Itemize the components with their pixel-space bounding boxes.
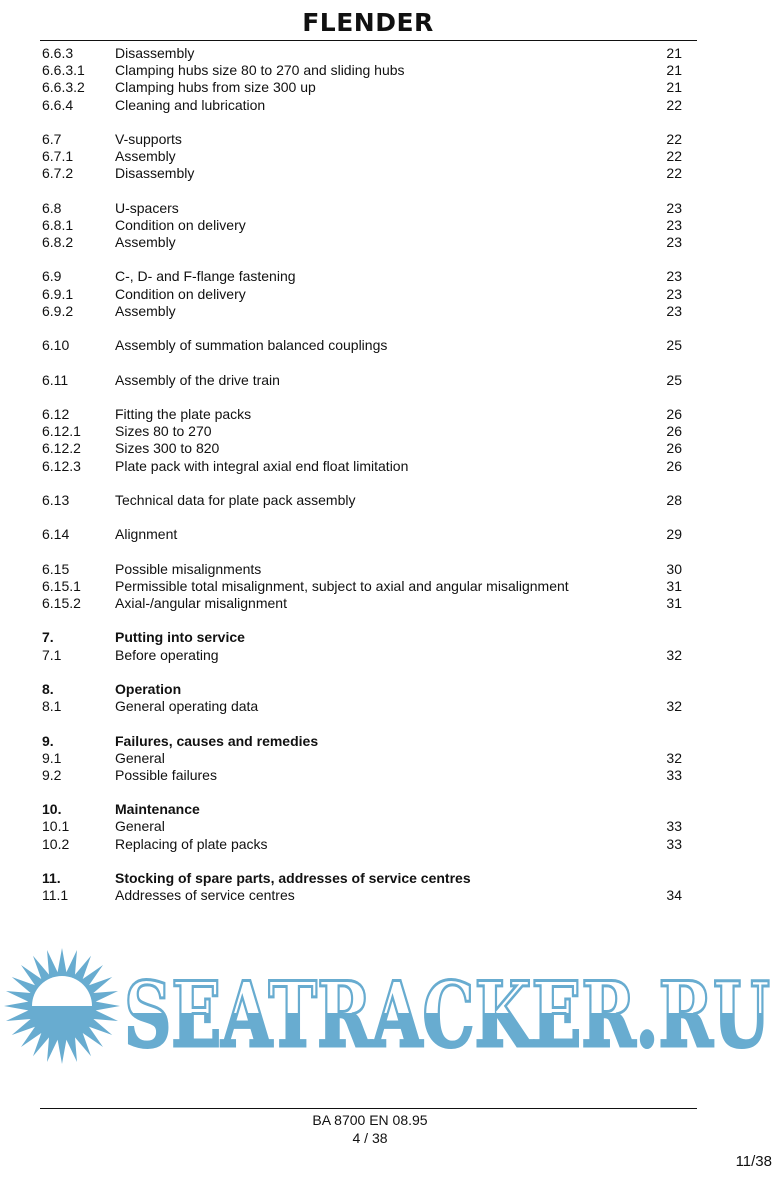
sheet-counter: 11/38: [735, 1153, 772, 1170]
toc-number: 6.11: [42, 371, 69, 388]
toc-page: 33: [666, 766, 682, 783]
group-gap: [42, 509, 682, 526]
group-gap: [42, 543, 682, 560]
toc-number: 8.1: [42, 698, 62, 715]
toc-title: Assembly: [115, 148, 176, 165]
toc-entry: [42, 372, 682, 389]
group-gap: [42, 715, 682, 732]
toc-number: 11.1: [42, 887, 69, 904]
toc-number: 6.7: [42, 130, 62, 147]
toc-page: 22: [666, 148, 682, 165]
toc-title: Addresses of service centres: [115, 887, 295, 904]
toc-title: Disassembly: [115, 45, 195, 61]
toc-entry: [42, 286, 682, 303]
toc-entry: [42, 200, 682, 217]
toc-chapter-heading: [42, 801, 682, 818]
toc-title: General operating data: [115, 698, 259, 715]
toc-chapter-heading: [42, 733, 682, 750]
toc-entry: [42, 698, 682, 715]
toc-number: 6.12.2: [42, 440, 81, 457]
toc-number: 6.7.2: [42, 165, 74, 182]
toc-page: 25: [666, 337, 682, 354]
toc-page: 26: [666, 405, 682, 422]
group-gap: [42, 183, 682, 200]
toc-number: 6.12.3: [42, 457, 81, 474]
toc-chapter-heading: [42, 870, 682, 887]
toc-title: Cleaning and lubrication: [115, 96, 266, 113]
toc-entry: [42, 578, 682, 595]
toc-page: 30: [666, 560, 682, 577]
toc-page: 23: [666, 234, 682, 251]
toc-title: Axial-/angular misalignment: [115, 595, 287, 611]
table-of-contents: [42, 45, 682, 904]
toc-entry: [42, 79, 682, 96]
toc-title: Condition on delivery: [115, 285, 246, 302]
footer-rule: [40, 1108, 697, 1109]
toc-entry: [42, 440, 682, 457]
group-gap: [42, 784, 682, 801]
toc-entry: [42, 836, 682, 853]
toc-title: Before operating: [115, 646, 219, 663]
toc-entry: [42, 526, 682, 543]
toc-page: 26: [666, 423, 682, 440]
toc-entry: [42, 406, 682, 423]
toc-page: 23: [666, 199, 682, 216]
group-gap: [42, 354, 682, 371]
toc-number: 6.6.3: [42, 45, 74, 61]
toc-page: 21: [666, 79, 682, 96]
toc-title: Clamping hubs size 80 to 270 and sliding hubs: [115, 62, 405, 79]
toc-entry: [42, 165, 682, 182]
toc-title: Putting into service: [115, 629, 245, 646]
group-gap: [42, 853, 682, 870]
toc-number: 7.1: [42, 646, 62, 663]
toc-number: 6.12: [42, 405, 70, 422]
toc-number: 6.9.1: [42, 285, 74, 302]
toc-number: 7.: [42, 629, 54, 646]
header-rule: [40, 40, 697, 41]
toc-page: 32: [666, 749, 682, 766]
toc-number: 6.8.1: [42, 216, 74, 233]
toc-entry: [42, 767, 682, 784]
toc-number: 6.15.1: [42, 577, 81, 594]
toc-title: Permissible total misalignment, subject to axial and angular misalignment: [115, 577, 569, 594]
toc-entry: [42, 97, 682, 114]
toc-title: Assembly of the drive train: [115, 371, 280, 388]
toc-title: Clamping hubs from size 300 up: [115, 79, 316, 96]
toc-page: 32: [666, 698, 682, 715]
toc-number: 8.: [42, 680, 54, 697]
toc-page: 21: [666, 45, 682, 61]
toc-number: 6.8.2: [42, 234, 74, 251]
toc-number: 6.15.2: [42, 595, 81, 611]
toc-title: Sizes 300 to 820: [115, 440, 220, 457]
toc-page: 29: [666, 526, 682, 543]
watermark: [0, 940, 782, 1065]
toc-entry: [42, 595, 682, 612]
toc-title: Failures, causes and remedies: [115, 732, 319, 749]
toc-title: Alignment: [115, 526, 178, 543]
toc-title: Fitting the plate packs: [115, 405, 252, 422]
toc-title: V-supports: [115, 130, 182, 147]
toc-title: Assembly: [115, 302, 176, 319]
toc-page: 23: [666, 268, 682, 285]
toc-chapter-heading: [42, 681, 682, 698]
toc-entry: [42, 268, 682, 285]
toc-number: 6.9.2: [42, 302, 74, 319]
toc-number: 9.1: [42, 749, 62, 766]
group-gap: [42, 475, 682, 492]
toc-page: 22: [666, 165, 682, 182]
toc-page: 22: [666, 130, 682, 147]
toc-chapter-heading: [42, 629, 682, 646]
toc-page: 25: [666, 371, 682, 388]
toc-number: 6.14: [42, 526, 70, 543]
group-gap: [42, 251, 682, 268]
toc-number: 6.8: [42, 199, 62, 216]
toc-page: 23: [666, 216, 682, 233]
toc-page: 22: [666, 96, 682, 113]
toc-entry: [42, 45, 682, 62]
toc-title: General: [115, 749, 165, 766]
toc-page: 23: [666, 285, 682, 302]
toc-number: 6.15: [42, 560, 70, 577]
toc-title: Possible failures: [115, 766, 217, 783]
toc-title: C-, D- and F-flange fastening: [115, 268, 296, 285]
toc-entry: [42, 62, 682, 79]
toc-entry: [42, 234, 682, 251]
toc-entry: [42, 458, 682, 475]
toc-page: 26: [666, 440, 682, 457]
toc-page: 31: [666, 595, 682, 611]
toc-number: 6.9: [42, 268, 62, 285]
toc-entry: [42, 492, 682, 509]
toc-title: Condition on delivery: [115, 216, 246, 233]
toc-title: Disassembly: [115, 165, 195, 182]
toc-number: 11.: [42, 870, 61, 886]
toc-number: 6.6.3.1: [42, 62, 85, 79]
toc-entry: [42, 148, 682, 165]
group-gap: [42, 320, 682, 337]
toc-entry: [42, 561, 682, 578]
toc-number: 6.6.4: [42, 96, 74, 113]
toc-page: 34: [666, 887, 682, 904]
toc-entry: [42, 337, 682, 354]
toc-page: 33: [666, 835, 682, 852]
toc-number: 10.1: [42, 818, 70, 835]
toc-page: 28: [666, 491, 682, 508]
toc-page: 32: [666, 646, 682, 663]
toc-number: 6.6.3.2: [42, 79, 85, 96]
group-gap: [42, 612, 682, 629]
toc-entry: [42, 750, 682, 767]
toc-entry: [42, 131, 682, 148]
toc-entry: [42, 818, 682, 835]
toc-entry: [42, 217, 682, 234]
sun-icon: [4, 948, 120, 1064]
toc-page: 31: [666, 577, 682, 594]
toc-title: Stocking of spare parts, addresses of service centres: [115, 870, 471, 886]
toc-number: 6.7.1: [42, 148, 74, 165]
toc-number: 9.: [42, 732, 54, 749]
toc-entry: [42, 887, 682, 904]
toc-number: 9.2: [42, 766, 62, 783]
toc-title: Plate pack with integral axial end float limitation: [115, 457, 409, 474]
page-number: 4 / 38: [352, 1130, 388, 1146]
group-gap: [42, 664, 682, 681]
flender-logo: FLENDER: [302, 8, 434, 37]
toc-title: Maintenance: [115, 801, 200, 818]
toc-title: Assembly of summation balanced couplings: [115, 337, 388, 354]
toc-title: U-spacers: [115, 199, 179, 216]
toc-number: 6.12.1: [42, 423, 81, 440]
toc-page: 21: [666, 62, 682, 79]
toc-title: Assembly: [115, 234, 176, 251]
toc-title: Possible misalignments: [115, 560, 262, 577]
toc-page: 33: [666, 818, 682, 835]
toc-number: 10.: [42, 801, 62, 818]
toc-title: Operation: [115, 680, 182, 697]
watermark-text: SEATRACKER.RU: [124, 962, 770, 1065]
document-code: BA 8700 EN 08.95: [312, 1112, 428, 1128]
toc-number: 6.10: [42, 337, 70, 354]
group-gap: [42, 389, 682, 406]
toc-title: General: [115, 818, 165, 835]
toc-title: Technical data for plate pack assembly: [115, 491, 356, 508]
toc-title: Sizes 80 to 270: [115, 423, 212, 440]
toc-title: Replacing of plate packs: [115, 835, 268, 852]
group-gap: [42, 114, 682, 131]
toc-entry: [42, 647, 682, 664]
toc-entry: [42, 423, 682, 440]
toc-page: 26: [666, 457, 682, 474]
toc-entry: [42, 303, 682, 320]
toc-number: 6.13: [42, 491, 70, 508]
toc-page: 23: [666, 302, 682, 319]
toc-number: 10.2: [42, 835, 70, 852]
